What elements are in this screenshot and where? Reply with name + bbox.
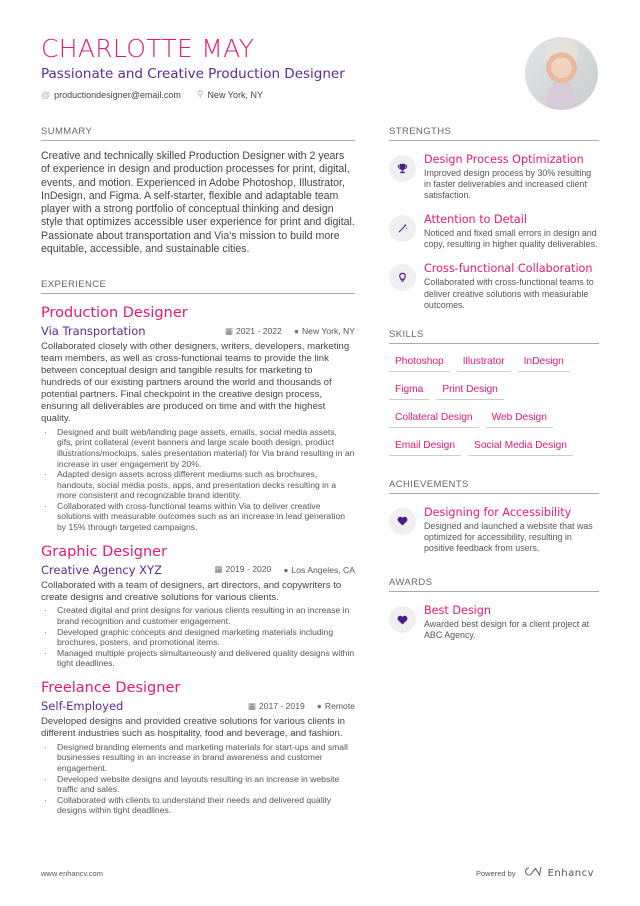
skill-tag: Photoshop [389, 349, 450, 372]
skill-tag: Illustrator [457, 349, 511, 372]
skill-tag: Figma [389, 377, 429, 400]
strength-item [389, 212, 599, 250]
lightbulb-icon [389, 264, 416, 291]
skill-tag: Print Design [436, 377, 504, 400]
calendar-icon: ▦ [214, 564, 223, 575]
job-dates: 2021 - 2022 [235, 325, 282, 336]
location-contact [197, 89, 263, 100]
map-pin-icon: ⚲ [196, 89, 204, 99]
bullet-item: · Designed branding elements and marketing materials for start-ups and small businesses resulting in an increase in brand awareness and customer engagement. [41, 742, 355, 774]
candidate-title: Passionate and Creative Production Designer [41, 66, 345, 82]
experience-heading: EXPERIENCE [41, 279, 355, 294]
job-location: New York, NY [301, 326, 355, 337]
awards-heading: AWARDS [389, 577, 599, 592]
skill-tag: Web Design [486, 405, 553, 428]
job-bullets [41, 742, 355, 816]
strength-item [389, 152, 599, 201]
bullet-item: · Developed graphic concepts and designed marketing materials including brochures, posters, and promotional items. [41, 627, 355, 648]
job-dates: 2019 - 2020 [225, 564, 272, 575]
job-description: Collaborated with a team of designers, art directors, and copywriters to create designs and creative solutions for various clients. [41, 579, 342, 603]
calendar-icon: ▦ [247, 700, 256, 711]
experience-entry [41, 543, 355, 669]
right-column [389, 126, 599, 641]
profile-photo [525, 37, 598, 110]
company-name: Creative Agency XYZ [41, 562, 162, 577]
job-dates: 2017 - 2019 [258, 700, 305, 711]
brand-name: Enhancv [547, 867, 594, 879]
award-item [389, 603, 599, 641]
job-location: Remote [324, 701, 355, 712]
magic-wand-icon [389, 215, 416, 242]
achievements-heading: ACHIEVEMENTS [389, 479, 599, 494]
bullet-item: · Managed multiple projects simultaneously and delivered quality designs within tight deadlines. [41, 648, 355, 669]
strength-desc: Collaborated with cross-functional teams to deliver creative solutions with measurable outcomes. [424, 277, 594, 310]
strength-item [389, 261, 599, 310]
powered-by-text: Powered by [476, 868, 516, 878]
award-desc: Awarded best design for a client project at ABC Agency. [424, 619, 590, 641]
company-name: Self-Employed [41, 699, 124, 714]
company-name: Via Transportation [41, 324, 146, 339]
website-link[interactable]: www.enhancv.com [41, 868, 103, 878]
contact-info [41, 89, 511, 100]
email-text: productiondesigner@email.com [54, 89, 181, 100]
footer [41, 866, 594, 880]
job-title: Production Designer [41, 305, 188, 322]
skill-tag: Collateral Design [389, 405, 479, 428]
job-bullets [41, 427, 355, 533]
map-pin-icon: ● [293, 326, 299, 337]
resume-header [41, 34, 511, 100]
skill-tag: InDesign [518, 349, 570, 372]
job-description: Developed designs and provided creative solutions for various clients in different industries such as hospitality, food and beverage, and fashion. [41, 716, 345, 739]
skills-heading: SKILLS [389, 329, 599, 344]
enhancv-logo-icon [522, 866, 542, 880]
strength-title: Cross-functional Collaboration [424, 262, 593, 276]
achievement-desc: Designed and launched a website that was optimized for accessibility, resulting in positive feedback from users. [424, 520, 593, 553]
strength-title: Design Process Optimization [424, 153, 584, 166]
heart-icon [389, 606, 416, 633]
job-title: Freelance Designer [41, 680, 181, 697]
summary-text: Creative and technically skilled Production Designer with 2 years of experience in design and production processes for print, digital, events, and motion. Experienced in Adobe Photoshop, Illustrator, InDesign, and Figma. A self-starter, flexible and adaptable team player with a strong portfolio of conceptual thinking and design style that optimizes accessible user experience for print and digital. Passionate about transportation and Via's mission to build more equitable, accessible, and sustainable cities. [41, 150, 355, 256]
job-title: Graphic Designer [41, 543, 168, 560]
bullet-item: · Collaborated with cross-functional teams within Via to deliver creative solutions with measurable outcomes such as an increase in lead generation by 15% through targeted campaigns. [41, 501, 355, 533]
at-icon: @ [41, 89, 51, 100]
skill-tag: Social Media Design [468, 433, 573, 456]
bullet-item: · Developed website designs and layouts resulting in an increase in website traffic and sales. [41, 774, 355, 795]
email-contact[interactable] [41, 90, 181, 100]
achievement-item [389, 505, 599, 554]
experience-entry [41, 679, 355, 816]
map-pin-icon: ● [283, 564, 289, 575]
candidate-name: CHARLOTTE MAY [41, 34, 255, 63]
strength-title: Attention to Detail [424, 213, 527, 227]
summary-heading: SUMMARY [41, 126, 355, 141]
skills-list [389, 349, 599, 461]
powered-by[interactable] [476, 866, 594, 880]
heart-icon [389, 508, 416, 535]
skill-tag: Email Design [389, 433, 461, 456]
calendar-icon: ▦ [224, 325, 233, 336]
strength-desc: Improved design process by 30% resulting in faster deliverables and increased client satisfaction. [424, 168, 592, 201]
bullet-item: · Designed and built web/landing page assets, emails, social media assets, gifs, print collateral (event banners and large scale booth design, product illustrations/mockups, sales presentation material) for Via brand resulting in an increase in user engagement by 20%. [41, 427, 355, 469]
job-location: Los Angeles, CA [291, 564, 355, 575]
job-description: Collaborated closely with other designers, writers, developers, marketing team members, as well as cross-functional teams to provide the link between conceptual design and tangible results for marketing to hundreds of our existing partners around the world and thousands of potential partners. Final checkpoint in the creative design process, ensuring all deliverables are produced on time and with the highest quality. [41, 341, 350, 424]
bullet-item: · Created digital and print designs for various clients resulting in an increase in brand recognition and customer engagement. [41, 605, 355, 626]
bullet-item: · Collaborated with clients to understand their needs and delivered quality designs within tight deadlines. [41, 795, 355, 816]
experience-entry [41, 304, 355, 532]
map-pin-icon: ● [316, 701, 322, 712]
left-column [41, 126, 355, 816]
bullet-item: · Adapted design assets across different mediums such as brochures, handouts, social media posts, apps, and presentation decks resulting in a more consistent and recognizable brand identity. [41, 469, 355, 501]
strengths-heading: STRENGTHS [389, 126, 599, 141]
award-title: Best Design [424, 604, 491, 618]
trophy-icon [389, 155, 416, 182]
job-bullets [41, 605, 355, 669]
location-text: New York, NY [207, 89, 263, 100]
achievement-title: Designing for Accessibility [424, 505, 572, 519]
strength-desc: Noticed and fixed small errors in design and copy, resulting in higher quality deliverables. [424, 228, 598, 250]
